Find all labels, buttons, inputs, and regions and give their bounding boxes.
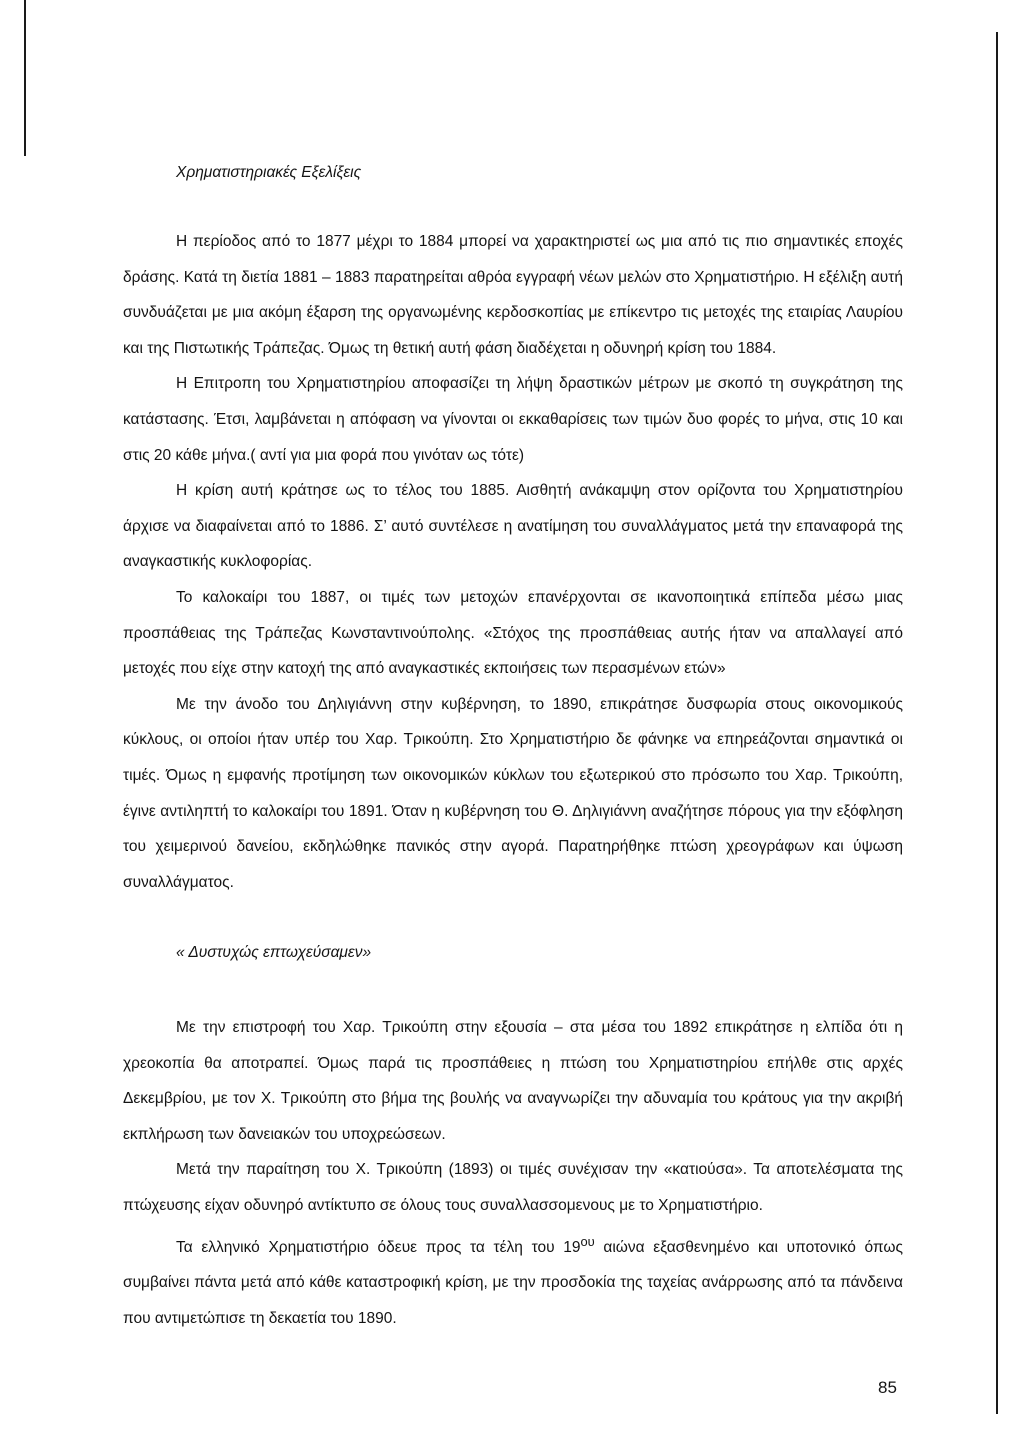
paragraph: Το καλοκαίρι του 1887, οι τιμές των μετοχών επανέρχονται σε ικανοποιητικά επίπεδα μέσω μιας προσπάθειας της Τράπεζας Κωνσταντινούπολης. «Στόχος της προσπάθειας αυτής ήταν να απαλλαγεί από μετοχές που είχε στην κατοχή της από αναγκαστικές εκποιήσεις των περασμένων ετών» bbox=[123, 588, 903, 678]
paragraph: Με την επιστροφή του Χαρ. Τρικούπη στην εξουσία – στα μέσα του 1892 επικράτησε η ελπίδα ότι η χρεοκοπία θα αποτραπεί. Όμως παρά τις προσπάθειες η πτώση του Χρηματιστηρίου επήλθε στις αρχές Δεκεμβρίου, με τον Χ. Τρικούπη στο βήμα της βουλής να αναγνωρίζει την αδυναμία του κράτους για την ακριβή εκπλήρωση των δανειακών του υποχρεώσεων. bbox=[123, 1019, 903, 1143]
scan-border-left bbox=[24, 0, 26, 156]
section-heading: Χρηματιστηριακές Εξελίξεις bbox=[176, 164, 362, 181]
paragraph: Η Επιτροπη του Χρηματιστηρίου αποφασίζει τη λήψη δραστικών μέτρων με σκοπό τη συγκράτηση της κατάστασης. Έτσι, λαμβάνεται η απόφαση να γίνονται οι εκκαθαρίσεις των τιμών δυο φορές το μήνα, στις 10 και στις 20 κάθε μήνα.( αντί για μια φορά που γινόταν ως τότε) bbox=[123, 375, 903, 464]
paragraph: Η κρίση αυτή κράτησε ως το τέλος του 1885. Αισθητή ανάκαμψη στον ορίζοντα του Χρηματιστηρίου άρχισε να διαφαίνεται από το 1886. Σ’ αυτό συντέλεσε η ανατίμηση του συναλλάγματος μετά την επαναφορά της αναγκαστικής κυκλοφορίας. bbox=[123, 482, 903, 571]
sub-heading: « Δυστυχώς επτωχεύσαμεν» bbox=[176, 944, 372, 961]
paragraph: Η περίοδος από το 1877 μέχρι το 1884 μπορεί να χαρακτηριστεί ως μια από τις πιο σημαντικές εποχές δράσης. Κατά τη διετία 1881 – 1883 παρατηρείται αθρόα εγγραφή νέων μελών στο Χρηματιστήριο. Η εξέλιξη αυτή συνδυάζεται με μια ακόμη έξαρση της οργανωμένης κερδοσκοπίας με επίκεντρο τις μετοχές της εταιρίας Λαυρίου και της Πιστωτικής Τράπεζας. Όμως τη θετική αυτή φάση διαδέχεται η οδυνηρή κρίση του 1884. bbox=[123, 233, 903, 357]
ordinal-superscript: ου bbox=[580, 1233, 595, 1249]
paragraph-text: Τα ελληνικό Χρηματιστήριο όδευε προς τα τέλη του 19 bbox=[176, 1238, 581, 1256]
paragraph-last bbox=[123, 1224, 903, 1337]
paragraph-text: αιώνα εξασθενημένο και υποτονικό όπως συμβαίνει πάντα μετά από κάθε καταστροφική κρίση, με την προσδοκία της ταχείας ανάρρωσης από τα πάνδεινα που αντιμετώπισε τη δεκαετία του 1890. bbox=[123, 1238, 903, 1327]
paragraph: Με την άνοδο του Δηλιγιάννη στην κυβέρνηση, το 1890, επικράτησε δυσφωρία στους οικονομικούς κύκλους, οι οποίοι ήταν υπέρ του Χαρ. Τρικούπη. Στο Χρηματιστήριο δε φάνηκε να επηρεάζονται σημαντικά οι τιμές. Όμως η εμφανής προτίμηση των οικονομικών κύκλων του εξωτερικού στο πρόσωπο του Χαρ. Τρικούπη, έγινε αντιληπτή το καλοκαίρι του 1891. Όταν η κυβέρνηση του Θ. Δηλιγιάννη αναζήτησε πόρους για την εξόφληση του χειμερινού δανείου, εκδηλώθηκε πανικός στην αγορά. Παρατηρήθηκε πτώση χρεογράφων και ύψωση συναλλάγματος. bbox=[123, 695, 903, 891]
scan-border-right bbox=[996, 32, 998, 1414]
page-number: 85 bbox=[878, 1378, 897, 1397]
body-text-part2 bbox=[123, 1010, 903, 1337]
body-text-part1 bbox=[123, 224, 903, 900]
paragraph: Μετά την παραίτηση του Χ. Τρικούπη (1893) οι τιμές συνέχισαν την «κατιούσα». Τα αποτελέσματα της πτώχευσης είχαν οδυνηρό αντίκτυπο σε όλους τους συναλλασσομενους με το Χρηματιστήριο. bbox=[123, 1161, 903, 1214]
